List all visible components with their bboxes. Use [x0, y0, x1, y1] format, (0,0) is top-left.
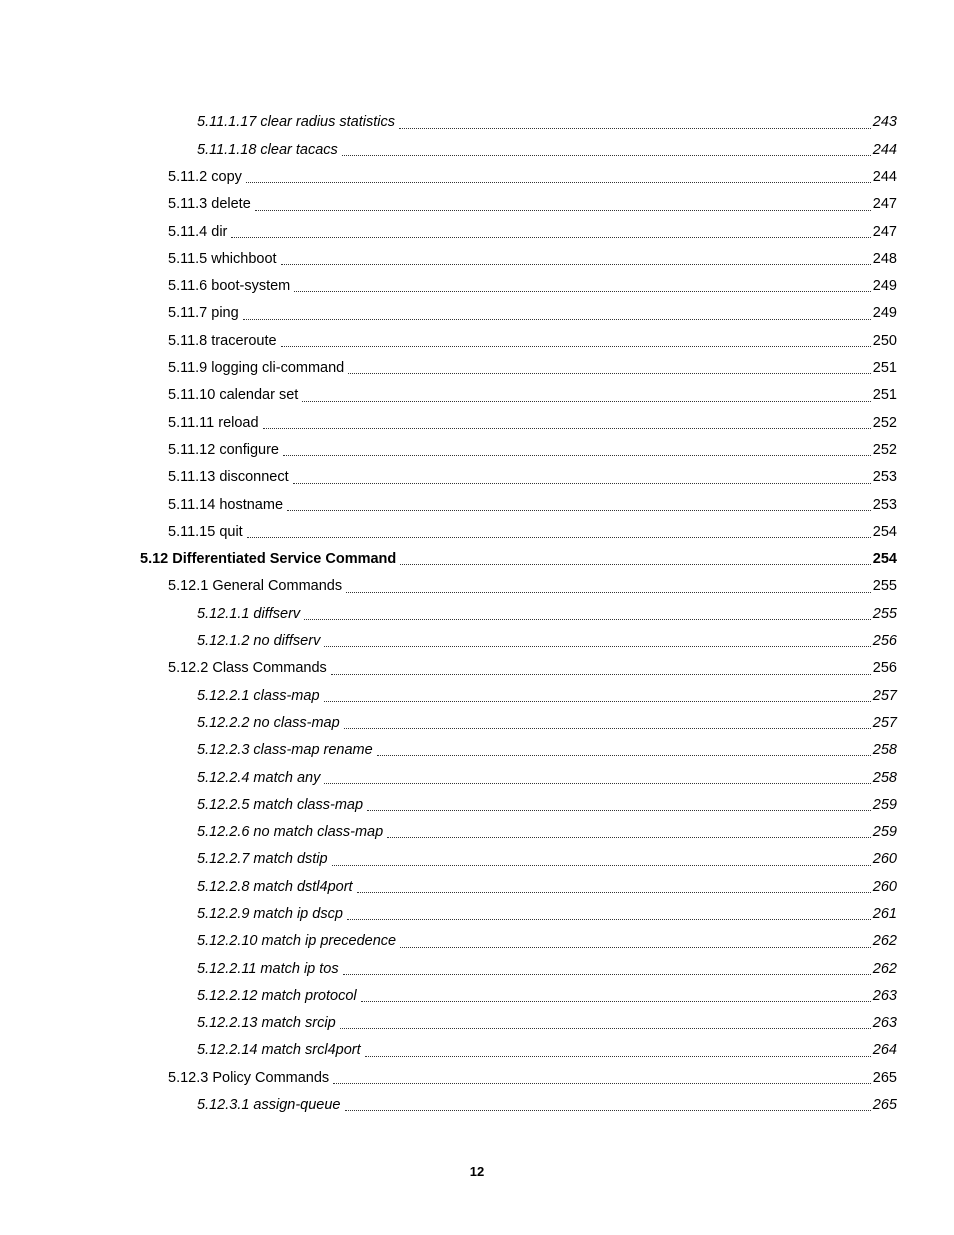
toc-entry-page: 260: [872, 851, 897, 868]
toc-entry-page: 263: [872, 1015, 897, 1032]
toc-entry-label: 5.11.11 reload: [168, 414, 259, 431]
page-number: 12: [469, 1164, 485, 1179]
toc-entry-page: 257: [872, 687, 897, 704]
toc-entry-page: 260: [872, 878, 897, 895]
dot-leader: [263, 416, 871, 430]
toc-entry-label: 5.12.1.1 diffserv: [197, 605, 301, 622]
toc-entry[interactable]: [168, 245, 897, 272]
dot-leader: [331, 662, 871, 676]
toc-entry[interactable]: [168, 382, 897, 409]
toc-entry-label: 5.12.1.2 no diffserv: [197, 633, 321, 650]
toc-entry[interactable]: [197, 819, 897, 846]
toc-entry-page: 251: [872, 360, 897, 377]
toc-entry-label: 5.12 Differentiated Service Command: [140, 551, 397, 568]
toc-entry-label: 5.11.1.17 clear radius statistics: [197, 114, 395, 131]
toc-entry-page: 262: [872, 960, 897, 977]
toc-entry-page: 255: [872, 578, 897, 595]
dot-leader: [302, 389, 870, 403]
toc-entry-label: 5.11.9 logging cli-command: [168, 360, 345, 377]
dot-leader: [243, 307, 871, 321]
dot-leader: [332, 853, 871, 867]
dot-leader: [304, 607, 871, 621]
toc-entry-page: 256: [872, 660, 897, 677]
toc-entry-label: 5.11.13 disconnect: [168, 469, 289, 486]
toc-entry[interactable]: [197, 1092, 897, 1119]
toc-entry[interactable]: [168, 655, 897, 682]
dot-leader: [293, 471, 871, 485]
toc-entry-page: 254: [872, 551, 897, 568]
toc-entry-label: 5.12.2.11 match ip tos: [197, 960, 339, 977]
toc-entry[interactable]: [168, 273, 897, 300]
toc-entry-label: 5.12.2.3 class-map rename: [197, 742, 373, 759]
toc-entry-page: 256: [872, 633, 897, 650]
dot-leader: [231, 225, 870, 239]
dot-leader: [340, 1016, 871, 1030]
toc-entry[interactable]: [168, 327, 897, 354]
dot-leader: [357, 880, 871, 894]
toc-entry-page: 261: [872, 906, 897, 922]
toc-entry[interactable]: [168, 191, 897, 218]
toc-entry[interactable]: [168, 409, 897, 436]
toc-entry-label: 5.12.2 Class Commands: [168, 660, 327, 677]
toc-entry-page: 255: [872, 605, 897, 622]
dot-leader: [346, 580, 871, 594]
dot-leader: [400, 935, 871, 949]
toc-entry-label: 5.12.2.4 match any: [197, 769, 321, 786]
toc-entry-label: 5.11.15 quit: [168, 523, 243, 540]
toc-entry-label: 5.12.2.14 match srcl4port: [197, 1042, 361, 1059]
toc-entry[interactable]: [168, 164, 897, 191]
toc-entry-page: 257: [872, 714, 897, 731]
toc-entry-page: 258: [872, 769, 897, 786]
dot-leader: [246, 170, 871, 184]
toc-entry[interactable]: [197, 682, 897, 709]
toc-entry-label: 5.12.2.5 match class-map: [197, 796, 364, 813]
toc-entry-page: 259: [872, 824, 897, 841]
dot-leader: [399, 116, 871, 130]
toc-entry[interactable]: [168, 464, 897, 491]
dot-leader: [387, 825, 871, 839]
toc-entry-label: 5.11.12 configure: [168, 441, 279, 458]
dot-leader: [281, 334, 871, 348]
toc-entry-page: 247: [872, 223, 897, 240]
toc-entry[interactable]: [197, 136, 897, 163]
toc-entry[interactable]: [168, 437, 897, 464]
dot-leader: [345, 1098, 871, 1112]
toc-entry-page: 265: [872, 1097, 897, 1114]
toc-entry-label: 5.12.2.12 match protocol: [197, 987, 357, 1004]
dot-leader: [347, 907, 871, 921]
dot-leader: [344, 716, 871, 730]
dot-leader: [365, 1044, 871, 1058]
toc-entry[interactable]: [197, 710, 897, 737]
toc-entry-label: 5.11.14 hostname: [168, 496, 284, 513]
dot-leader: [348, 361, 871, 375]
toc-entry[interactable]: [168, 355, 897, 382]
toc-entry-label: 5.11.7 ping: [168, 305, 239, 322]
toc-entry-label: 5.11.10 calendar set: [168, 387, 299, 404]
toc-entry-page: 253: [872, 469, 897, 486]
toc-entry-label: 5.12.2.2 no class-map: [197, 714, 340, 731]
toc-entry-label: 5.11.8 traceroute: [168, 332, 277, 349]
toc-entry-page: 263: [872, 987, 897, 1004]
toc-entry[interactable]: [197, 764, 897, 791]
toc-entry[interactable]: [197, 791, 897, 818]
toc-entry-label: 5.12.3 Policy Commands: [168, 1069, 330, 1086]
toc-entry-label: 5.12.1 General Commands: [168, 578, 343, 595]
toc-entry[interactable]: [197, 901, 897, 928]
dot-leader: [324, 689, 871, 703]
toc-entry-page: 244: [872, 141, 897, 158]
dot-leader: [281, 252, 871, 266]
dot-leader: [287, 498, 871, 512]
toc-entry[interactable]: [197, 928, 897, 955]
toc-entry-page: 249: [872, 278, 897, 295]
toc-entry-page: 262: [872, 933, 897, 950]
toc-entry-page: 259: [872, 796, 897, 813]
toc-entry-label: 5.12.2.6 no match class-map: [197, 824, 384, 841]
toc-entry[interactable]: [197, 846, 897, 873]
toc-entry-label: 5.12.2.9 match ip dscp: [197, 906, 343, 922]
toc-entry-page: 252: [872, 414, 897, 431]
toc-entry[interactable]: [168, 1064, 897, 1091]
toc-entry-page: 243: [872, 114, 897, 131]
toc-entry[interactable]: [168, 573, 897, 600]
dot-leader: [247, 525, 871, 539]
toc-entry[interactable]: [197, 1010, 897, 1037]
dot-leader: [367, 798, 871, 812]
toc-entry-label: 5.12.3.1 assign-queue: [197, 1097, 341, 1114]
toc-entry-label: 5.11.6 boot-system: [168, 278, 291, 295]
toc-entry-page: 250: [872, 332, 897, 349]
toc-entry[interactable]: [197, 983, 897, 1010]
dot-leader: [342, 143, 871, 157]
toc-entry-page: 253: [872, 496, 897, 513]
toc-entry-label: 5.12.2.8 match dstl4port: [197, 878, 353, 895]
dot-leader: [294, 279, 871, 293]
toc-entry-label: 5.11.4 dir: [168, 223, 228, 240]
dot-leader: [400, 552, 871, 566]
toc-entry-page: 249: [872, 305, 897, 322]
toc-entry[interactable]: [197, 628, 897, 655]
toc-entry-page: 251: [872, 387, 897, 404]
toc-entry-page: 247: [872, 196, 897, 213]
toc-entry-label: 5.11.2 copy: [168, 168, 242, 185]
dot-leader: [377, 743, 871, 757]
dot-leader: [361, 989, 871, 1003]
toc-entry-label: 5.12.2.1 class-map: [197, 687, 320, 704]
toc-entry[interactable]: [168, 218, 897, 245]
toc-entry[interactable]: [197, 600, 897, 627]
dot-leader: [333, 1071, 871, 1085]
toc-entry-page: 244: [872, 168, 897, 185]
toc-entry[interactable]: [140, 546, 897, 573]
toc-entry[interactable]: [197, 109, 897, 136]
toc-entry[interactable]: [168, 518, 897, 545]
toc-entry-label: 5.12.2.10 match ip precedence: [197, 933, 397, 950]
toc-entry-page: 264: [872, 1042, 897, 1059]
toc-entry-label: 5.11.3 delete: [168, 196, 251, 213]
dot-leader: [283, 443, 871, 457]
toc-entry-page: 265: [872, 1069, 897, 1086]
dot-leader: [255, 198, 871, 212]
toc-entry[interactable]: [168, 491, 897, 518]
toc-entry-page: 258: [872, 742, 897, 759]
dot-leader: [324, 634, 870, 648]
toc-entry-page: 248: [872, 250, 897, 267]
toc-entry-label: 5.11.5 whichboot: [168, 250, 277, 267]
toc-entry[interactable]: [197, 955, 897, 982]
toc-entry[interactable]: [168, 300, 897, 327]
toc-entry[interactable]: [197, 873, 897, 900]
toc-entry-page: 252: [872, 441, 897, 458]
dot-leader: [343, 962, 871, 976]
toc-entry-label: 5.12.2.7 match dstip: [197, 851, 328, 868]
dot-leader: [324, 771, 870, 785]
toc-entry-page: 254: [872, 523, 897, 540]
toc-entry[interactable]: [197, 737, 897, 764]
toc-entry-label: 5.11.1.18 clear tacacs: [197, 141, 338, 158]
toc-entry-label: 5.12.2.13 match srcip: [197, 1015, 336, 1032]
table-of-contents: [0, 109, 954, 1119]
toc-entry[interactable]: [197, 1037, 897, 1064]
